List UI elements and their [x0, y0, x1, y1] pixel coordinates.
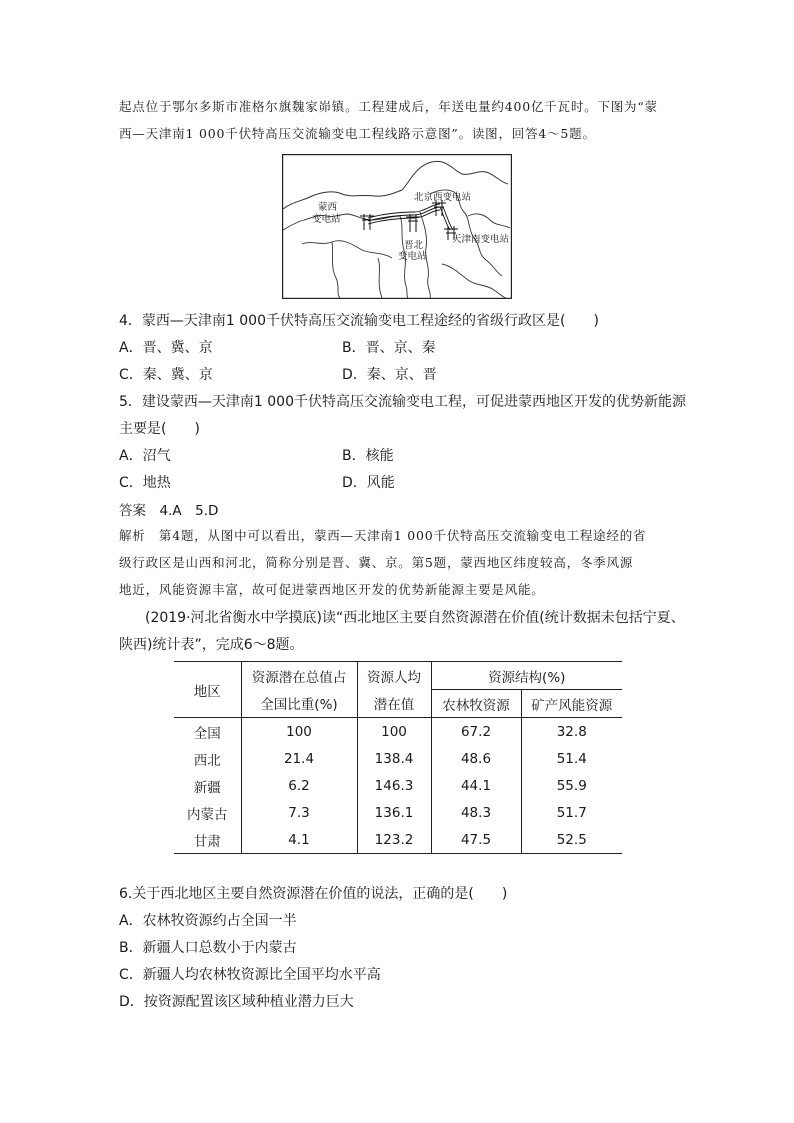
cell-percap: 136.1 — [357, 799, 431, 826]
cell-percap: 123.2 — [357, 826, 431, 854]
q6-option-b: B．新疆人口总数小于内蒙古 — [119, 940, 297, 956]
cell-agri: 48.6 — [431, 745, 521, 772]
q4-stem: 4．蒙西—天津南1 000千伏特高压交流输变电工程途经的省级行政区是( ) — [119, 313, 599, 329]
cell-mineral: 55.9 — [556, 777, 587, 794]
table-row — [174, 745, 622, 772]
cell-mineral: 52.5 — [521, 826, 622, 854]
q5-stem-2: 主要是( ) — [119, 421, 200, 437]
table-header-row-1 — [174, 662, 622, 690]
explanation-line-1: 解析 第4题，从图中可以看出，蒙西—天津南1 000千伏特高压交流输变电工程途经的省 — [119, 528, 647, 543]
header-share-2: 全国比重(%) — [241, 690, 357, 718]
q4-option-c: C．秦、冀、京 — [119, 367, 213, 383]
cell-region: 内蒙古 — [174, 799, 241, 826]
map-frame — [283, 155, 512, 299]
explanation-line-3: 地近，风能资源丰富，故可促进蒙西地区开发的优势新能源主要是风能。 — [119, 582, 545, 597]
q5-stem-1: 5．建设蒙西—天津南1 000千伏特高压交流输变电工程，可促进蒙西地区开发的优势新能源 — [119, 394, 686, 410]
cell-agri: 47.5 — [431, 826, 521, 854]
q5-option-c: C．地热 — [119, 475, 171, 491]
label-beijing: 北京西变电站 — [414, 192, 472, 203]
q5-option-a: A．沼气 — [119, 448, 171, 464]
cell-region: 全国 — [174, 718, 241, 746]
cell-percap: 146.3 — [357, 772, 431, 799]
q6-option-d: D．按资源配置该区域种植业潜力巨大 — [119, 994, 354, 1010]
label-jinbei-1: 晋北 — [404, 240, 424, 251]
q4-option-d: D．秦、京、晋 — [342, 367, 437, 383]
cell-mineral: 51.4 — [556, 750, 587, 767]
cell-mineral: 51.7 — [556, 804, 587, 821]
q5-option-b: B．核能 — [342, 448, 394, 464]
header-structure: 资源结构(%) — [431, 662, 622, 690]
label-jinbei-2: 变电站 — [398, 251, 427, 262]
q4-option-a: A．晋、冀、京 — [119, 340, 213, 356]
table-intro-line-1: (2019·河北省衡水中学摸底)读“西北地区主要自然资源潜在价值(统计数据未包括宁夏、 — [145, 610, 685, 626]
q6-option-c: C．新疆人均农林牧资源比全国平均水平高 — [119, 967, 381, 983]
intro-line-2: 西—天津南1 000千伏特高压交流输变电工程线路示意图”。读图，回答4～5题。 — [119, 126, 596, 141]
q5-option-d: D．风能 — [342, 475, 395, 491]
header-percap-2: 潜在值 — [357, 690, 431, 718]
table-row — [174, 718, 622, 746]
cell-agri: 48.3 — [431, 799, 521, 826]
explanation-line-2: 级行政区是山西和河北，简称分别是晋、冀、京。第5题，蒙西地区纬度较高，冬季风源 — [119, 555, 634, 570]
cell-share: 4.1 — [241, 826, 357, 854]
power-line-map — [282, 154, 512, 299]
header-share-1: 资源潜在总值占 — [241, 662, 357, 690]
cell-region: 甘肃 — [174, 826, 241, 854]
intro-line-1: 起点位于鄂尔多斯市准格尔旗魏家峁镇。工程建成后，年送电量约400亿千瓦时。下图为“蒙 — [119, 99, 658, 114]
q4-option-b: B．晋、京、秦 — [342, 340, 436, 356]
answer-line: 答案 4.A 5.D — [119, 503, 219, 519]
q6-stem: 6.关于西北地区主要自然资源潜在价值的说法，正确的是( ) — [119, 886, 508, 902]
cell-share: 100 — [241, 718, 357, 746]
cell-agri: 44.1 — [431, 772, 521, 799]
cell-agri: 67.2 — [431, 718, 521, 746]
header-percap-1: 资源人均 — [357, 662, 431, 690]
label-mengxi-1: 蒙西 — [318, 202, 338, 213]
header-mineral: 矿产风能资源 — [521, 690, 622, 718]
table-intro-line-2: 陕西)统计表”，完成6～8题。 — [119, 637, 304, 653]
header-agri: 农林牧资源 — [431, 690, 521, 718]
label-tianjin: 天津南变电站 — [452, 234, 510, 245]
table-row — [174, 772, 622, 799]
resource-table — [174, 661, 622, 854]
cell-region: 西北 — [174, 745, 241, 772]
label-mengxi-2: 变电站 — [312, 214, 341, 225]
cell-region: 新疆 — [174, 772, 241, 799]
cell-share: 21.4 — [241, 745, 357, 772]
table-row — [174, 799, 622, 826]
cell-percap: 138.4 — [357, 745, 431, 772]
header-region: 地区 — [174, 662, 241, 718]
table-row — [174, 826, 622, 854]
cell-mineral: 32.8 — [556, 723, 587, 740]
cell-share: 7.3 — [241, 799, 357, 826]
q6-option-a: A．农林牧资源约占全国一半 — [119, 913, 297, 929]
cell-share: 6.2 — [241, 772, 357, 799]
table-header-row-2 — [174, 690, 622, 718]
map-drawing — [282, 154, 512, 299]
cell-percap: 100 — [357, 718, 431, 746]
